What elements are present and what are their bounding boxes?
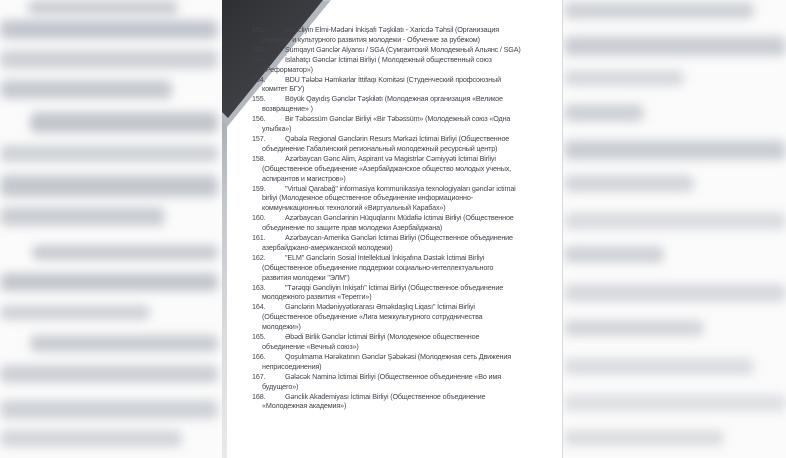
item-text: "Tərəqqi Gəncliyin İnkişafı" İctimai Birliyi (Общественное объединение молодежного развития «Терегги»): [262, 282, 504, 302]
list-item: [222, 283, 562, 303]
item-number: 165.: [252, 332, 266, 342]
organization-list: [222, 25, 562, 411]
item-number: 161.: [252, 233, 266, 243]
list-item: [222, 55, 562, 75]
item-text: Gənclik Akademiyası İctimai Birliyi (Общественное объединение «Молодежная академия»): [262, 391, 486, 411]
list-item: [222, 45, 562, 55]
blurred-text-line: [0, 175, 218, 197]
blurred-text-line: [28, 0, 178, 15]
item-text: "ELM" Gənclərin Sosial İntellektual İnkişafına Dəstək İctimai Birliyi (Общественное объединение поддержки социально-интеллектуального развития молодежи "ЭЛМ"): [262, 252, 494, 282]
list-item: [222, 184, 562, 214]
blurred-background-left: [0, 0, 222, 458]
blurred-text-line: [564, 36, 786, 56]
item-text: Böyük Qayıdış Gənclər Təşkilatı (Молодежная организация «Великое возвращение» ): [262, 94, 503, 114]
blurred-text-line: [0, 430, 182, 447]
list-item: [222, 134, 562, 154]
blurred-text-line: [564, 246, 664, 263]
item-number: 154.: [252, 74, 266, 84]
blurred-text-line: [0, 145, 218, 162]
list-item: [222, 352, 562, 372]
item-text: Qoşulmama Hərəkatının Gənclər Şəbəkəsi (Молодежная сеть Движения неприсоединения): [262, 351, 511, 371]
item-number: 151.: [252, 25, 266, 34]
item-text: İslahatçı Gənclər İctimai Birliyi ( Молодежный общественный союз «Реформатор»): [262, 54, 492, 74]
item-text: Qəbələ Regional Gənclərin Resurs Mərkəzi İctimai Birliyi (Общественное объединение Габалинский региональный молодежный ресурсный центр): [262, 133, 510, 153]
item-number: 163.: [252, 282, 266, 292]
list-item: [222, 154, 562, 184]
blurred-text-line: [564, 430, 724, 446]
blurred-text-line: [30, 335, 218, 352]
blurred-text-line: [0, 305, 150, 320]
list-item: [222, 392, 562, 412]
blurred-text-line: [0, 273, 218, 291]
item-number: 162.: [252, 252, 266, 262]
list-item: [222, 302, 562, 332]
blurred-text-line: [32, 245, 218, 260]
blurred-text-line: [0, 400, 218, 419]
list-item: [222, 213, 562, 233]
item-number: 166.: [252, 351, 266, 361]
list-item: [222, 253, 562, 283]
item-text: Əbədi Birlik Gənclər İctimai Birliyi (Молодежное общественное объединение «Вечный союз»): [262, 332, 480, 351]
blurred-text-line: [0, 365, 218, 383]
blurred-text-line: [0, 20, 218, 39]
blurred-text-line: [564, 2, 754, 19]
blurred-text-line: [564, 175, 694, 192]
blurred-text-line: [0, 50, 218, 69]
item-text: Bir Təbəssüm Gənclər Birliyi «Bir Təbəssüm» (Молодежный союз «Одна улыбка»): [262, 114, 511, 134]
item-text: Azərbaycan Gənclərinin Hüquqlarını Müdafiə İctimai Birliyi (Общественное объединение по защите прав молодежи Азербайджана): [262, 213, 514, 233]
item-number: 157.: [252, 133, 266, 143]
list-item: [222, 372, 562, 392]
blurred-text-line: [30, 112, 218, 133]
list-item: [222, 332, 562, 352]
blurred-text-line: [564, 320, 704, 336]
item-text: Gəncliyin Elmi-Mədəni İnkişafı Təşkilatı - Xaricdə Təhsil (Организация научного и культурного развития молодежи - Обучение за рубежом): [262, 25, 499, 44]
item-text: Gələcək Naminə İctimai Birliyi (Общественное объединение «Во имя будущего»): [262, 371, 501, 391]
list-item: [222, 233, 562, 253]
item-number: 155.: [252, 94, 266, 104]
item-number: 158.: [252, 153, 266, 163]
blurred-text-line: [564, 70, 684, 86]
item-number: 156.: [252, 114, 266, 124]
list-item: [222, 94, 562, 114]
list-item: [222, 75, 562, 95]
blurred-text-line: [564, 140, 786, 160]
list-item: [222, 114, 562, 134]
item-number: 167.: [252, 371, 266, 381]
list-item: [222, 25, 562, 45]
blurred-text-line: [564, 104, 644, 122]
blurred-background-right: [562, 0, 786, 458]
blurred-text-line: [0, 80, 172, 99]
item-text: Sumqayıt Gənclər Alyansı / SGA (Сумгаитский Молодежный Альянс / SGA): [285, 44, 521, 54]
document-page: [222, 0, 563, 458]
item-number: 153.: [252, 54, 266, 64]
item-number: 159.: [252, 183, 266, 193]
item-text: "Virtual Qarabağ" informasiya kommunikasiya texnologiyaları gənclər ictimai birliyi (Молодежное общественное объединение информационно-коммуникационных технологий «Виртуальный Карабах»): [262, 183, 516, 213]
item-text: Gənclərin Mədəniyyətlərarası Əməkdaşlıq Liqası" İctimai Birliyi (Общественное объединение «Лига межкультурного сотрудничества молодежи»): [262, 302, 483, 332]
item-number: 168.: [252, 391, 266, 401]
blurred-text-line: [564, 284, 786, 302]
blurred-text-line: [0, 207, 165, 226]
blurred-text-line: [564, 358, 754, 375]
blurred-text-line: [564, 212, 786, 230]
item-text: BDU Tələbə Həmkarlar İttifaqı Komitəsi (Студенческий профсоюзный комитет БГУ): [262, 74, 501, 94]
item-number: 164.: [252, 302, 266, 312]
item-number: 152.: [252, 44, 266, 54]
item-number: 160.: [252, 213, 266, 223]
item-text: Azərbaycan-Amerika Gəncləri İctimai Birliyi (Общественное объединение азербайджано-американской молодежи): [262, 233, 513, 252]
item-text: Azərbaycan Gənc Alim, Aspirant və Magistrlər Cəmiyyəti İctimai Birliyi (Общественное объединение «Азербайджанское общество молодых ученых, аспирантов и магистров»): [262, 153, 512, 183]
blurred-text-line: [564, 394, 786, 412]
